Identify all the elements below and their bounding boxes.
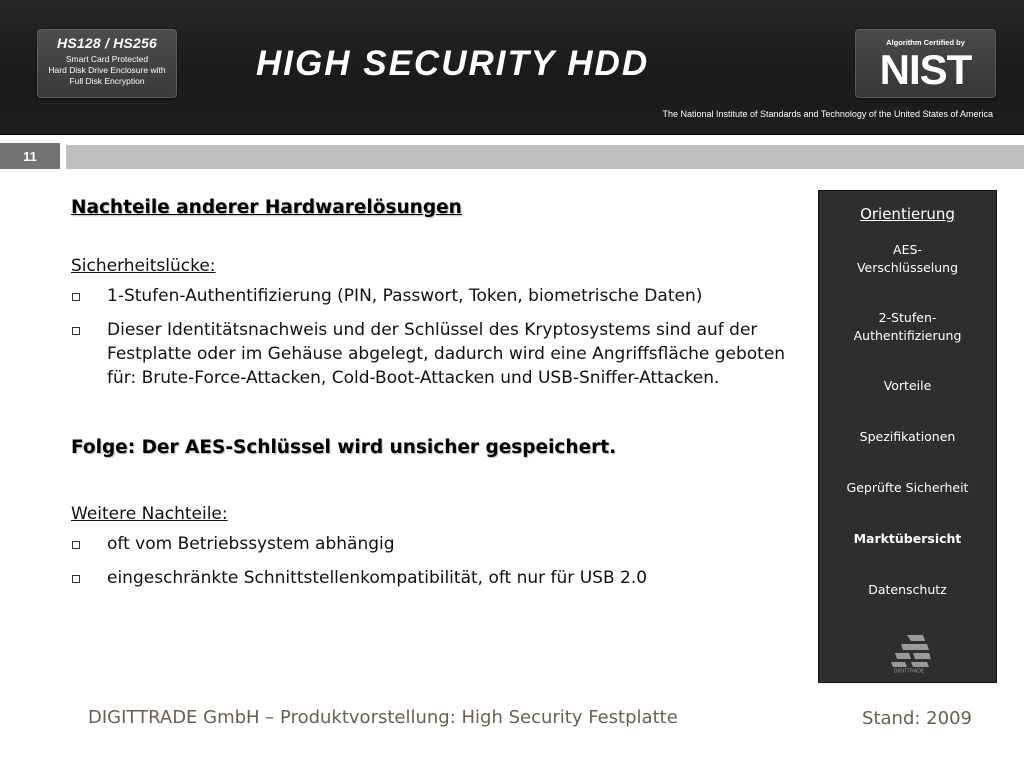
slide-header xyxy=(0,0,1024,135)
list-item-text: oft vom Betriebssystem abhängig xyxy=(107,534,395,554)
product-badge-title: HS128 / HS256 xyxy=(57,35,157,51)
list-item xyxy=(71,284,791,308)
nav-item-market-overview[interactable]: Marktübersicht xyxy=(853,531,962,546)
section-title: Sicherheitslücke: xyxy=(71,256,216,276)
nist-caption: The National Institute of Standards and Technology of the United States of America xyxy=(662,109,993,119)
nav-title[interactable]: Orientierung xyxy=(860,205,955,223)
list-item xyxy=(71,566,791,590)
nav-item-authentication[interactable]: 2-Stufen- Authentifizierung xyxy=(853,310,962,343)
nist-badge xyxy=(855,29,996,98)
bullet-square-icon xyxy=(72,293,80,301)
footer-date: Stand: 2009 xyxy=(862,708,972,729)
list-item-text: eingeschränkte Schnittstellenkompatibilität, oft nur für USB 2.0 xyxy=(107,568,648,588)
page-number: 11 xyxy=(0,143,60,169)
nav-item-specifications[interactable]: Spezifikationen xyxy=(859,429,956,444)
product-badge-line: Full Disk Encryption xyxy=(69,76,145,86)
bullet-list xyxy=(71,284,791,390)
slide-content xyxy=(71,197,791,590)
nav-item-privacy[interactable]: Datenschutz xyxy=(868,582,947,597)
nist-logo: NIST xyxy=(879,46,972,93)
list-item xyxy=(71,318,791,390)
navigation-panel xyxy=(818,190,997,683)
bullet-square-icon xyxy=(72,541,80,549)
slide-title: HIGH SECURITY HDD xyxy=(256,44,650,83)
list-item-text: Dieser Identitätsnachweis und der Schlüssel des Kryptosystems sind auf der Festplatte oder im Gehäuse abgelegt, dadurch wird eine Angriffsfläche geboten für: Brute-Force-Attacken, Cold-Boot-Attacken und USB-Sniffer-Attacken. xyxy=(107,320,786,388)
list-item-text: 1-Stufen-Authentifizierung (PIN, Passwort, Token, biometrische Daten) xyxy=(107,286,703,306)
nist-certified-label: Algorithm Certified by xyxy=(886,38,965,47)
digittrade-logo-icon xyxy=(879,633,939,673)
nav-item-security[interactable]: Geprüfte Sicherheit xyxy=(846,480,969,495)
product-badge-subtitle xyxy=(38,54,176,87)
section-title: Weitere Nachteile: xyxy=(71,504,228,524)
page-number-bar xyxy=(66,145,1024,169)
bullet-list xyxy=(71,532,791,590)
nav-item-advantages[interactable]: Vorteile xyxy=(883,378,932,393)
bullet-square-icon xyxy=(72,327,80,335)
product-badge-line: Smart Card Protected xyxy=(65,54,149,64)
digittrade-logo-text: DIGITTRADE xyxy=(893,668,925,673)
content-heading: Nachteile anderer Hardwarelösungen xyxy=(71,197,462,218)
conclusion-heading: Folge: Der AES-Schlüssel wird unsicher gespeichert. xyxy=(71,437,617,458)
product-badge-line: Hard Disk Drive Enclosure with xyxy=(48,65,166,75)
footer-company: DIGITTRADE GmbH – Produktvorstellung: High Security Festplatte xyxy=(88,707,678,728)
product-badge xyxy=(37,29,177,98)
bullet-square-icon xyxy=(72,575,80,583)
list-item xyxy=(71,532,791,556)
nav-item-aes[interactable]: AES- Verschlüsselung xyxy=(856,242,959,275)
